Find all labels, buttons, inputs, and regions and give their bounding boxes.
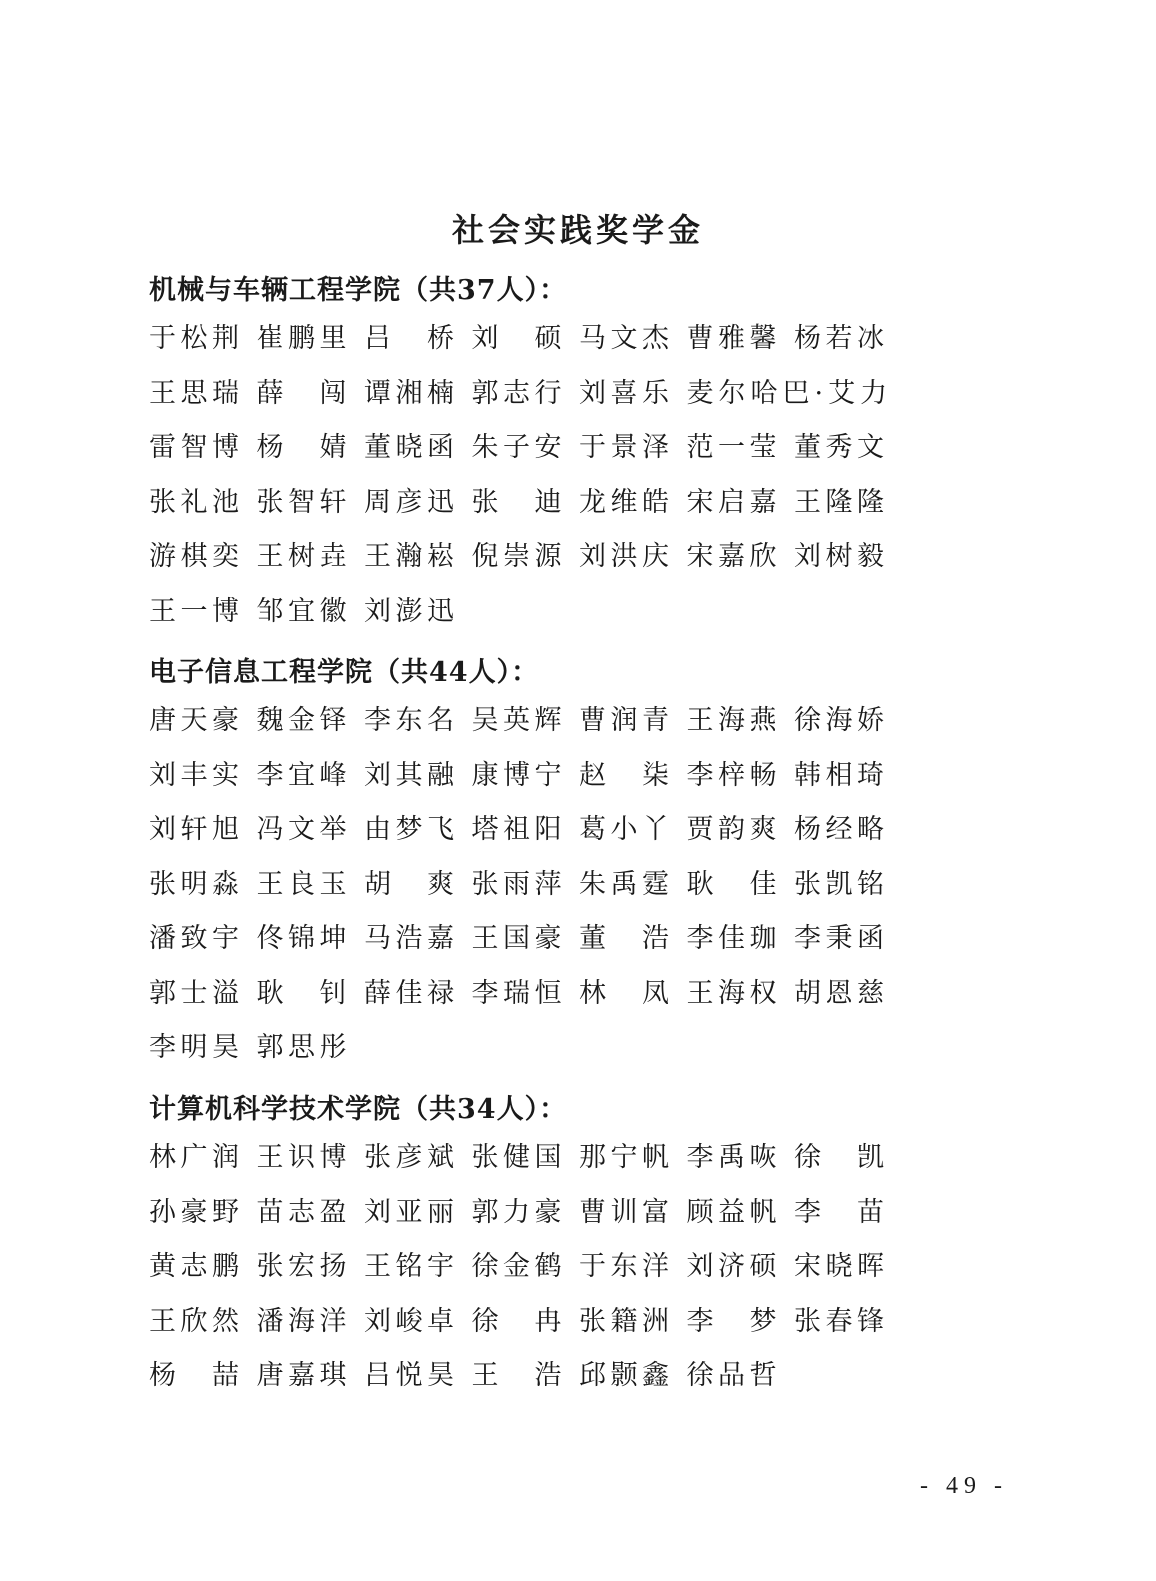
recipient-name: 刘 其 融 [364, 759, 454, 791]
recipient-name: 刘 峻 卓 [364, 1305, 454, 1337]
recipient-name: 吕 桥 [364, 323, 454, 354]
recipient-name: 徐 冉 [471, 1305, 562, 1337]
recipient-name: 张 明 淼 [149, 868, 239, 900]
recipient-name: 苗 志 盈 [256, 1196, 347, 1228]
recipient-name: 杨 婧 [256, 432, 347, 463]
recipient-name: 董 晓 函 [364, 432, 454, 463]
recipient-name: 李 明 昊 [149, 1032, 239, 1063]
recipient-name: 冯 文 举 [256, 814, 347, 845]
recipient-name: 徐 凯 [794, 1142, 884, 1173]
recipient-name: 范 一 莹 [686, 432, 777, 463]
recipient-name: 朱 子 安 [471, 432, 562, 463]
recipient-name: 林 凤 [579, 977, 669, 1009]
recipient-name: 崔 鹏 里 [256, 323, 347, 354]
recipient-name: 于 松 荆 [149, 323, 239, 354]
recipient-name: 李 瑞 恒 [471, 977, 562, 1009]
recipient-name: 吕 悦 昊 [364, 1360, 454, 1391]
recipient-name: 游 棋 奕 [149, 541, 239, 572]
recipient-name: 由 梦 飞 [364, 814, 454, 845]
recipient-name: 唐 天 豪 [149, 705, 239, 736]
recipient-name: 刘 济 硕 [686, 1251, 777, 1282]
recipient-name: 郭 力 豪 [471, 1196, 562, 1228]
recipient-name: 邹 宜 徽 [256, 595, 347, 627]
recipient-name: 李 东 名 [364, 705, 454, 736]
recipient-name: 刘 轩 旭 [149, 814, 239, 845]
recipient-name: 徐 金 鹤 [471, 1251, 562, 1282]
recipient-name: 王 浩 [471, 1360, 562, 1391]
recipient-name: 刘 澎 迅 [364, 595, 454, 627]
recipient-name: 赵 柒 [579, 759, 669, 791]
recipient-name: 刘 丰 实 [149, 759, 239, 791]
recipient-name: 郭 士 溢 [149, 977, 239, 1009]
recipient-name: 张 春 锋 [794, 1305, 884, 1337]
recipient-name: 塔 祖 阳 [471, 814, 562, 845]
recipient-name: 李 梓 畅 [686, 759, 777, 791]
recipient-name: 朱 禹 霆 [579, 868, 669, 900]
recipient-name: 刘 树 毅 [794, 541, 884, 572]
recipient-name: 周 彦 迅 [364, 486, 454, 518]
recipient-name: 张 礼 池 [149, 486, 239, 518]
recipient-name: 张 籍 洲 [579, 1305, 669, 1337]
recipient-name: 胡 恩 慈 [794, 977, 884, 1009]
recipient-name: 黄 志 鹏 [149, 1251, 239, 1282]
recipient-name: 李 禹 咴 [686, 1142, 777, 1173]
recipient-name: 曹 润 青 [579, 705, 669, 736]
recipient-name: 耿 佳 [686, 868, 777, 900]
recipient-name: 杨 喆 [149, 1360, 239, 1391]
recipient-name: 贾 韵 爽 [686, 814, 777, 845]
recipient-name: 王 国 豪 [471, 923, 562, 954]
recipient-name: 麦尔哈巴·艾力 [686, 377, 893, 409]
recipient-name: 张 雨 萍 [471, 868, 562, 900]
recipient-name: 王 树 垚 [256, 541, 347, 572]
recipient-name: 李 秉 函 [794, 923, 884, 954]
recipient-name: 王 识 博 [256, 1142, 347, 1173]
recipient-name: 宋 启 嘉 [686, 486, 777, 518]
recipient-name: 张 健 国 [471, 1142, 562, 1173]
recipient-name: 宋 晓 晖 [794, 1251, 884, 1282]
recipient-name: 林 广 润 [149, 1142, 239, 1173]
recipient-name: 李 梦 [686, 1305, 777, 1337]
recipient-name: 张 彦 斌 [364, 1142, 454, 1173]
recipient-name: 董 浩 [579, 923, 669, 954]
recipient-name: 杨 经 略 [794, 814, 884, 845]
recipient-name: 杨 若 冰 [794, 323, 884, 354]
section-heading: 机械与车辆工程学院（共37人）： [149, 275, 568, 306]
recipient-name: 徐 品 哲 [686, 1360, 777, 1391]
recipient-name: 曹 训 富 [579, 1196, 669, 1228]
recipient-name: 韩 相 琦 [794, 759, 884, 791]
section-heading: 计算机科学技术学院（共34人）： [149, 1094, 568, 1125]
recipient-name: 潘 海 洋 [256, 1305, 347, 1337]
recipient-name: 雷 智 博 [149, 432, 239, 463]
recipient-name: 徐 海 娇 [794, 705, 884, 736]
recipient-name: 薛 闯 [256, 377, 347, 409]
recipient-name: 王 铭 宇 [364, 1251, 454, 1282]
recipient-name: 马 浩 嘉 [364, 923, 454, 954]
recipient-name: 龙 维 皓 [579, 486, 669, 518]
recipient-name: 佟 锦 坤 [256, 923, 347, 954]
recipient-name: 董 秀 文 [794, 432, 884, 463]
recipient-name: 郭 志 行 [471, 377, 562, 409]
recipient-name: 李 宜 峰 [256, 759, 347, 791]
recipient-name: 薛 佳 禄 [364, 977, 454, 1009]
recipient-name: 王 隆 隆 [794, 486, 884, 518]
recipient-name: 李 佳 珈 [686, 923, 777, 954]
recipient-name: 王 瀚 崧 [364, 541, 454, 572]
recipient-name: 吴 英 辉 [471, 705, 562, 736]
recipient-name: 刘 亚 丽 [364, 1196, 454, 1228]
recipient-name: 宋 嘉 欣 [686, 541, 777, 572]
recipient-name: 于 景 泽 [579, 432, 669, 463]
recipient-name: 王 海 权 [686, 977, 777, 1009]
recipient-name: 王 思 瑞 [149, 377, 239, 409]
section-heading: 电子信息工程学院（共44人）： [149, 657, 540, 688]
recipient-name: 张 智 轩 [256, 486, 347, 518]
recipient-name: 潘 致 宇 [149, 923, 239, 954]
recipient-name: 邱 颢 鑫 [579, 1360, 669, 1391]
recipient-name: 刘 洪 庆 [579, 541, 669, 572]
recipient-name: 李 苗 [794, 1196, 884, 1228]
recipient-name: 胡 爽 [364, 868, 454, 900]
page-title: 社会实践奖学金 [451, 211, 704, 249]
recipient-name: 张 宏 扬 [256, 1251, 347, 1282]
recipient-name: 孙 豪 野 [149, 1196, 239, 1228]
recipient-name: 刘 喜 乐 [579, 377, 669, 409]
recipient-name: 王 欣 然 [149, 1305, 239, 1337]
recipient-name: 倪 崇 源 [471, 541, 562, 572]
recipient-name: 刘 硕 [471, 323, 562, 354]
recipient-name: 于 东 洋 [579, 1251, 669, 1282]
recipient-name: 曹 雅 馨 [686, 323, 777, 354]
recipient-name: 张 迪 [471, 486, 562, 518]
recipient-name: 葛 小 丫 [579, 814, 669, 845]
recipient-name: 唐 嘉 琪 [256, 1360, 347, 1391]
page-number: - 49 - [920, 1473, 1008, 1499]
recipient-name: 谭 湘 楠 [364, 377, 454, 409]
recipient-name: 顾 益 帆 [686, 1196, 777, 1228]
recipient-name: 那 宁 帆 [579, 1142, 669, 1173]
recipient-name: 魏 金 铎 [256, 705, 347, 736]
recipient-name: 王 海 燕 [686, 705, 777, 736]
recipient-name: 马 文 杰 [579, 323, 669, 354]
recipient-name: 张 凯 铭 [794, 868, 884, 900]
recipient-name: 郭 思 彤 [256, 1032, 347, 1063]
recipient-name: 王 良 玉 [256, 868, 347, 900]
recipient-name: 康 博 宁 [471, 759, 562, 791]
recipient-name: 耿 钊 [256, 977, 347, 1009]
recipient-name: 王 一 博 [149, 595, 239, 627]
